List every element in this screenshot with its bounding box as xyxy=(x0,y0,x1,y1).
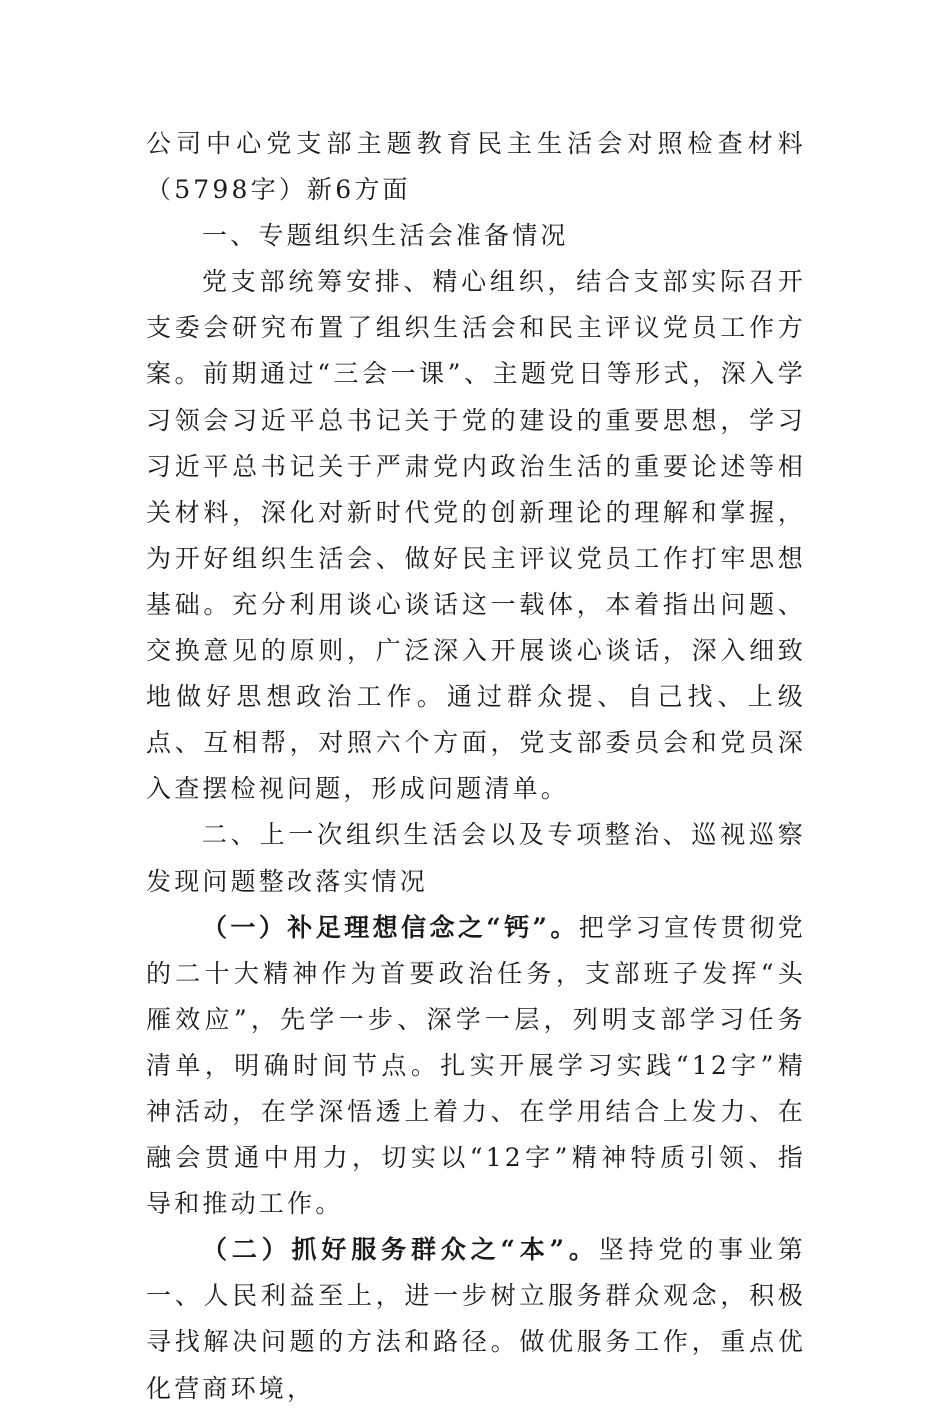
item-1-body: 把学习宣传贯彻党的二十大精神作为首要政治任务，支部班子发挥“头雁效应”，先学一步、深学一层，列明支部学习任务清单，明确时间节点。扎实开展学习实践“12字”精神活动，在学深悟透上着力、在学用结合上发力、在融会贯通中用力，切实以“12字”精神特质引领、指导和推动工作。 xyxy=(146,912,806,1219)
document-body xyxy=(146,121,806,1412)
item-1-heading: （一）补足理想信念之“钙”。 xyxy=(202,912,579,942)
item-2-heading: （二）抓好服务群众之“本”。 xyxy=(202,1235,599,1265)
document-title: 公司中心党支部主题教育民主生活会对照检查材料（5798字）新6方面 xyxy=(146,129,806,205)
section-2-heading: 二、上一次组织生活会以及专项整治、巡视巡察发现问题整改落实情况 xyxy=(146,820,806,896)
item-1-paragraph xyxy=(146,905,806,1228)
item-2-body: 坚持党的事业第一、人民利益至上，进一步树立服务群众观念，积极寻找解决问题的方法和路径。做优服务工作，重点优化营商环境， xyxy=(146,1235,806,1403)
section-1-paragraph: 党支部统筹安排、精心组织，结合支部实际召开支委会研究布置了组织生活会和民主评议党员工作方案。前期通过“三会一课”、主题党日等形式，深入学习领会习近平总书记关于党的建设的重要思想，学习习近平总书记关于严肃党内政治生活的重要论述等相关材料，深化对新时代党的创新理论的理解和掌握，为开好组织生活会、做好民主评议党员工作打牢思想基础。充分利用谈心谈话这一载体，本着指出问题、交换意见的原则，广泛深入开展谈心谈话，深入细致地做好思想政治工作。通过群众提、自己找、上级点、互相帮，对照六个方面，党支部委员会和党员深入查摆检视问题，形成问题清单。 xyxy=(146,267,806,804)
item-2-paragraph xyxy=(146,1227,806,1411)
section-1-heading: 一、专题组织生活会准备情况 xyxy=(202,221,569,251)
